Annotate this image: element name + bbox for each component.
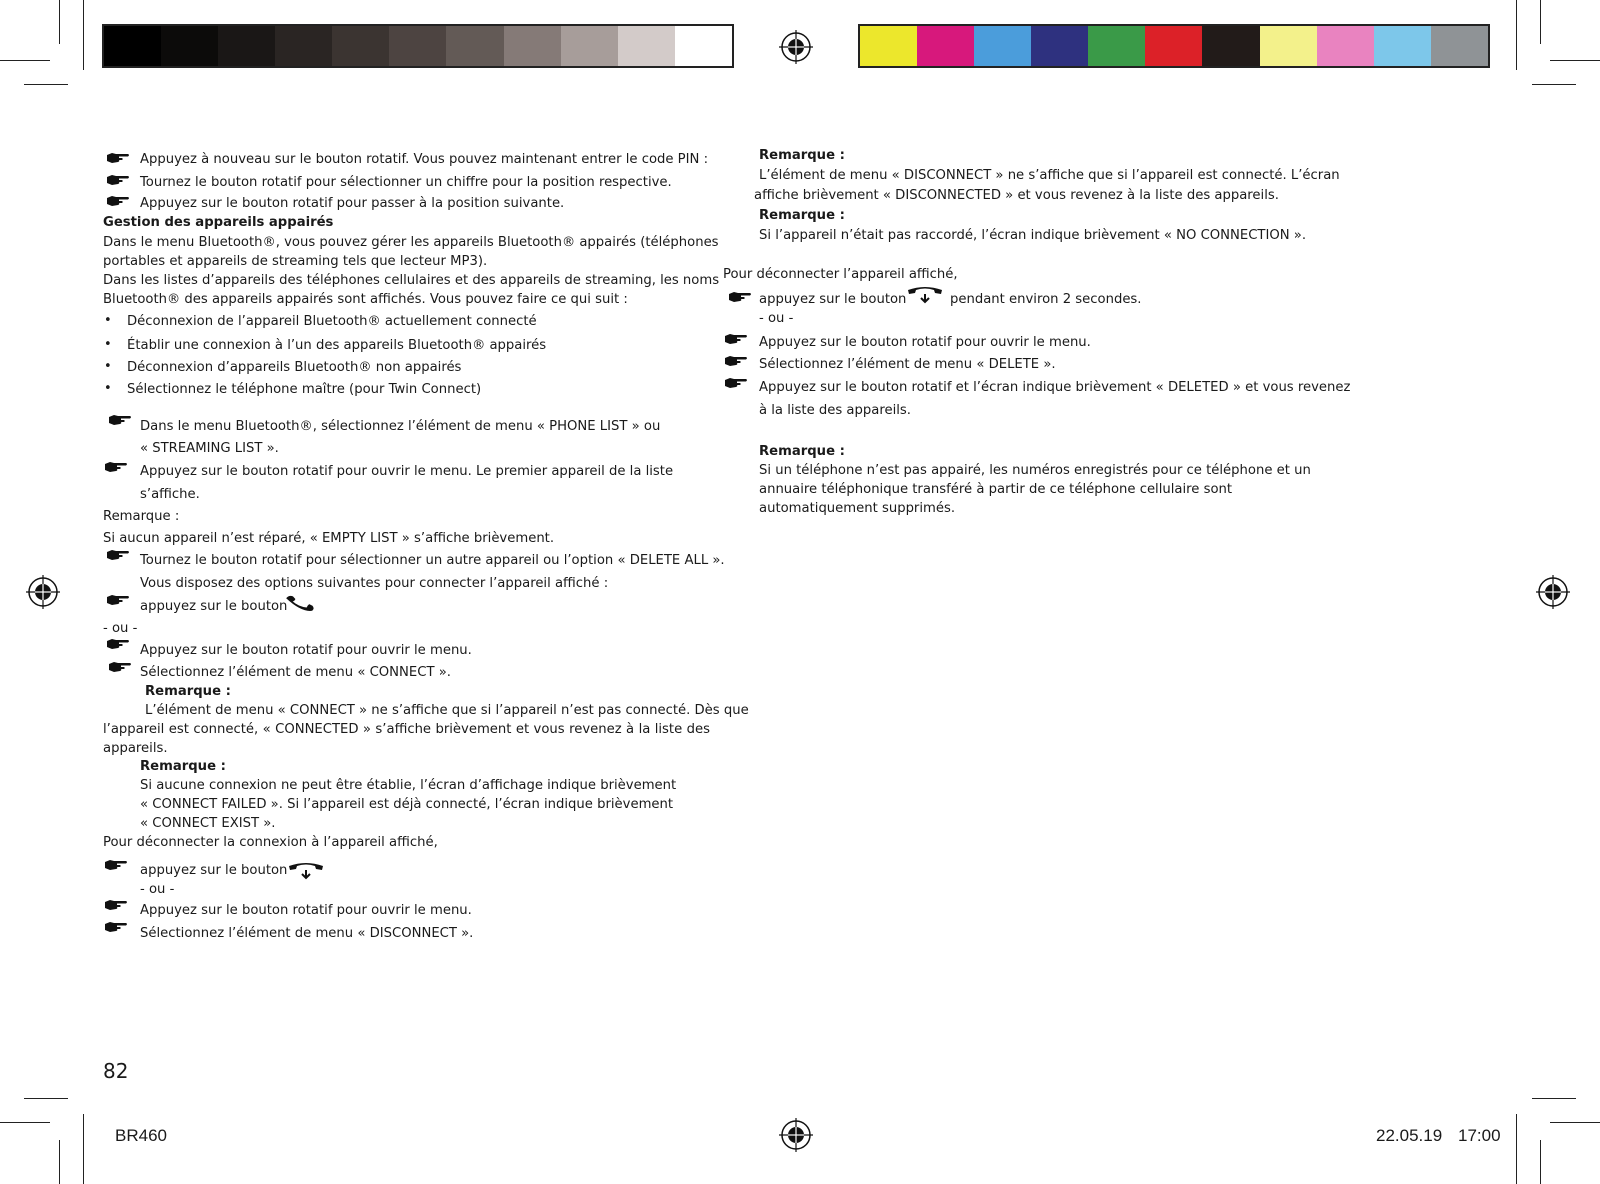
note-line: annuaire téléphonique transféré à partir de ce téléphone cellulaire sont: [759, 482, 1233, 497]
instruction-text: Appuyez sur le bouton rotatif pour passer à la position suivante.: [140, 196, 565, 211]
pointing-hand-icon: [728, 290, 752, 304]
instruction-text: Vous disposez des options suivantes pour connecter l’appareil affiché :: [140, 576, 609, 591]
registration-mark-icon: [1536, 575, 1570, 609]
pointing-hand-icon: [106, 593, 130, 607]
footer-time: 17:00: [1458, 1126, 1501, 1145]
instruction-text: appuyez sur le bouton: [140, 599, 288, 614]
instruction-text: Tournez le bouton rotatif pour sélectionner un autre appareil ou l’option « DELETE ALL ».: [140, 553, 725, 568]
note-line: Si un téléphone n’est pas appairé, les numéros enregistrés pour ce téléphone et un: [759, 463, 1311, 478]
pointing-hand-icon: [104, 460, 128, 474]
color-swatch: [218, 26, 275, 66]
pointing-hand-icon: [108, 413, 132, 427]
note-label: Remarque :: [103, 509, 180, 524]
note-line: l’appareil est connecté, « CONNECTED » s’affiche brièvement et vous revenez à la liste des: [103, 722, 710, 737]
pointing-hand-icon: [108, 660, 132, 674]
crop-mark: [1540, 1140, 1541, 1184]
or-separator: - ou -: [140, 882, 175, 897]
note-line: « CONNECT FAILED ». Si l’appareil est déjà connecté, l’écran indique brièvement: [140, 797, 674, 812]
crop-mark: [1516, 1114, 1517, 1184]
instruction-text: Appuyez sur le bouton rotatif pour ouvrir le menu.: [759, 335, 1091, 350]
paragraph-line: Pour déconnecter la connexion à l’appareil affiché,: [103, 835, 438, 850]
color-swatch: [618, 26, 675, 66]
bullet-item: Établir une connexion à l’un des appareils Bluetooth® appairés: [127, 338, 547, 353]
paragraph-line: Dans le menu Bluetooth®, vous pouvez gérer les appareils Bluetooth® appairés (téléphones: [103, 235, 719, 250]
crop-mark: [1550, 60, 1600, 61]
color-swatch: [675, 26, 732, 66]
instruction-text: Appuyez à nouveau sur le bouton rotatif. Vous pouvez maintenant entrer le code PIN :: [140, 152, 709, 167]
color-swatch: [1202, 26, 1259, 66]
call-button-icon: [284, 592, 322, 614]
color-swatch: [161, 26, 218, 66]
bullet-icon: •: [104, 337, 112, 352]
note-label: Remarque :: [140, 759, 226, 774]
pointing-hand-icon: [724, 332, 748, 346]
instruction-text: à la liste des appareils.: [759, 403, 911, 418]
color-swatch: [1031, 26, 1088, 66]
instruction-text: Appuyez sur le bouton rotatif pour ouvrir le menu. Le premier appareil de la liste: [140, 464, 674, 479]
crop-mark: [1550, 1122, 1600, 1123]
paragraph-line: Si aucun appareil n’est réparé, « EMPTY LIST » s’affiche brièvement.: [103, 531, 555, 546]
crop-mark: [1516, 0, 1517, 70]
instruction-text: appuyez sur le bouton: [759, 292, 907, 307]
instruction-text: Sélectionnez l’élément de menu « DELETE ».: [759, 357, 1056, 372]
crop-mark: [1532, 84, 1576, 85]
page-number: 82: [103, 1059, 129, 1083]
instruction-text: Appuyez sur le bouton rotatif et l’écran indique brièvement « DELETED » et vous revenez: [759, 380, 1351, 395]
crop-mark: [83, 1114, 84, 1184]
note-line: L’élément de menu « CONNECT » ne s’affiche que si l’appareil n’est pas connecté. Dès que: [145, 703, 749, 718]
instruction-text: Appuyez sur le bouton rotatif pour ouvrir le menu.: [140, 903, 472, 918]
registration-mark-icon: [779, 1118, 813, 1152]
instruction-text: appuyez sur le bouton: [140, 863, 288, 878]
paragraph-line: Pour déconnecter l’appareil affiché,: [723, 267, 958, 282]
crop-mark: [1532, 1098, 1576, 1099]
bullet-item: Déconnexion de l’appareil Bluetooth® actuellement connecté: [127, 314, 537, 329]
color-swatch: [389, 26, 446, 66]
end-call-button-icon: [287, 862, 325, 884]
bullet-icon: •: [104, 359, 112, 374]
bullet-icon: •: [104, 381, 112, 396]
note-label: Remarque :: [145, 684, 231, 699]
pointing-hand-icon: [106, 637, 130, 651]
or-separator: - ou -: [103, 621, 138, 636]
pointing-hand-icon: [104, 898, 128, 912]
color-swatch: [332, 26, 389, 66]
instruction-text: Sélectionnez l’élément de menu « DISCONNECT ».: [140, 926, 474, 941]
footer-date: 22.05.19: [1376, 1126, 1443, 1145]
pointing-hand-icon: [106, 173, 130, 187]
note-line: Si aucune connexion ne peut être établie, l’écran d’affichage indique brièvement: [140, 778, 677, 793]
color-swatch: [1431, 26, 1488, 66]
crop-mark: [0, 60, 50, 61]
grayscale-color-bar: [102, 24, 734, 68]
registration-mark-icon: [779, 30, 813, 64]
instruction-text: s’affiche.: [140, 487, 200, 502]
color-swatch: [860, 26, 917, 66]
pointing-hand-icon: [724, 376, 748, 390]
crop-mark: [59, 1140, 60, 1184]
bullet-item: Sélectionnez le téléphone maître (pour Twin Connect): [127, 382, 482, 397]
instruction-text: Sélectionnez l’élément de menu « CONNECT ».: [140, 665, 451, 680]
end-call-button-icon: [906, 286, 944, 308]
process-color-bar: [858, 24, 1490, 68]
color-swatch: [917, 26, 974, 66]
note-label: Remarque :: [759, 208, 845, 223]
crop-mark: [59, 0, 60, 44]
color-swatch: [1145, 26, 1202, 66]
note-line: appareils.: [103, 741, 168, 756]
pointing-hand-icon: [106, 151, 130, 165]
color-swatch: [561, 26, 618, 66]
note-label: Remarque :: [759, 444, 845, 459]
color-swatch: [275, 26, 332, 66]
note-line: L’élément de menu « DISCONNECT » ne s’affiche que si l’appareil est connecté. L’écran: [759, 168, 1340, 183]
bullet-icon: •: [104, 313, 112, 328]
crop-mark: [83, 0, 84, 70]
color-swatch: [1088, 26, 1145, 66]
color-swatch: [446, 26, 503, 66]
instruction-text: Appuyez sur le bouton rotatif pour ouvrir le menu.: [140, 643, 472, 658]
note-label: Remarque :: [759, 148, 845, 163]
instruction-text: Tournez le bouton rotatif pour sélectionner un chiffre pour la position respective.: [140, 175, 672, 190]
pointing-hand-icon: [104, 858, 128, 872]
instruction-text: « STREAMING LIST ».: [140, 441, 279, 456]
pointing-hand-icon: [104, 920, 128, 934]
color-swatch: [1317, 26, 1374, 66]
paragraph-line: Dans les listes d’appareils des téléphones cellulaires et des appareils de streaming, les noms: [103, 273, 720, 288]
note-line: « CONNECT EXIST ».: [140, 816, 276, 831]
or-separator: - ou -: [759, 311, 794, 326]
note-line: Si l’appareil n’était pas raccordé, l’écran indique brièvement « NO CONNECTION ».: [759, 228, 1307, 243]
bullet-item: Déconnexion d’appareils Bluetooth® non appairés: [127, 360, 462, 375]
color-swatch: [974, 26, 1031, 66]
crop-mark: [24, 84, 68, 85]
note-line: affiche brièvement « DISCONNECTED » et vous revenez à la liste des appareils.: [754, 188, 1279, 203]
color-swatch: [1374, 26, 1431, 66]
footer-model: BR460: [115, 1126, 167, 1145]
instruction-text: pendant environ 2 secondes.: [950, 292, 1142, 307]
paragraph-line: portables et appareils de streaming tels que lecteur MP3).: [103, 254, 488, 269]
color-swatch: [504, 26, 561, 66]
color-swatch: [104, 26, 161, 66]
note-line: automatiquement supprimés.: [759, 501, 956, 516]
instruction-text: Dans le menu Bluetooth®, sélectionnez l’élément de menu « PHONE LIST » ou: [140, 419, 661, 434]
crop-mark: [0, 1122, 50, 1123]
pointing-hand-icon: [106, 194, 130, 208]
paragraph-line: Bluetooth® des appareils appairés sont affichés. Vous pouvez faire ce qui suit :: [103, 292, 628, 307]
section-heading: Gestion des appareils appairés: [103, 215, 334, 230]
registration-mark-icon: [26, 575, 60, 609]
crop-mark: [1540, 0, 1541, 44]
pointing-hand-icon: [106, 548, 130, 562]
pointing-hand-icon: [724, 354, 748, 368]
color-swatch: [1260, 26, 1317, 66]
crop-mark: [24, 1098, 68, 1099]
